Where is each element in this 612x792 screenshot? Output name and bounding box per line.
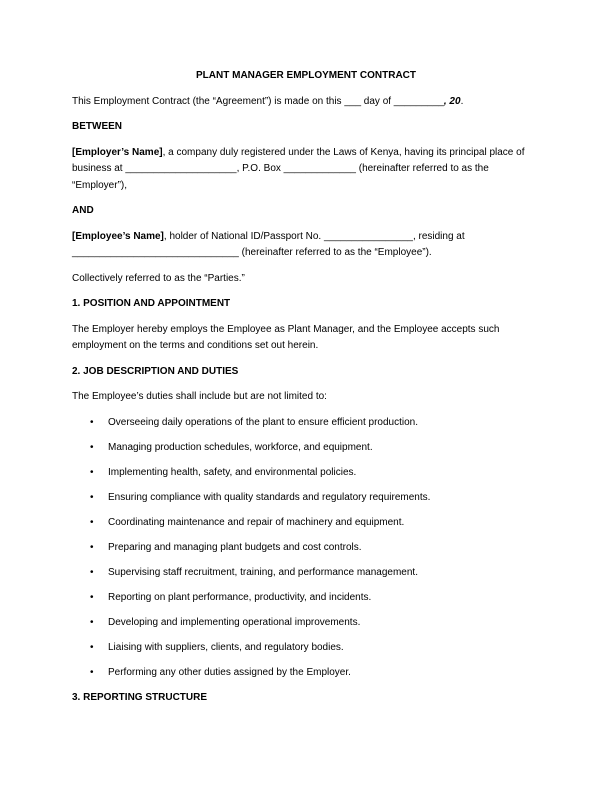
and-label: AND bbox=[72, 205, 94, 216]
intro-suffix: . bbox=[460, 95, 464, 107]
parties-paragraph: Collectively referred to as the “Parties.” bbox=[72, 272, 245, 284]
list-item: • Performing any other duties assigned by the Employer. bbox=[72, 665, 540, 682]
list-item: • Coordinating maintenance and repair of machinery and equipment. bbox=[72, 515, 540, 532]
between-label: BETWEEN bbox=[72, 121, 122, 132]
list-item: • Managing production schedules, workforce, and equipment. bbox=[72, 440, 540, 457]
list-item: • Implementing health, safety, and environmental policies. bbox=[72, 465, 540, 482]
intro-paragraph bbox=[72, 94, 540, 111]
list-item: • Developing and implementing operational improvements. bbox=[72, 615, 540, 632]
section-2-heading: 2. JOB DESCRIPTION AND DUTIES bbox=[72, 365, 239, 377]
intro-prefix: This Employment Contract (the “Agreement”) is made on this ___ day of _________ bbox=[72, 95, 444, 107]
section-1-heading: 1. POSITION AND APPOINTMENT bbox=[72, 298, 231, 309]
section-1-text: The Employer hereby employs the Employee as Plant Manager, and the Employee accepts such employment on the terms and conditions set out herein. bbox=[72, 323, 500, 351]
section-2-intro: The Employee’s duties shall include but are not limited to: bbox=[72, 391, 327, 402]
employee-name: [Employee’s Name] bbox=[72, 230, 164, 242]
list-item: • Preparing and managing plant budgets and cost controls. bbox=[72, 540, 540, 557]
intro-year: , 20 bbox=[443, 95, 461, 107]
list-item: • Ensuring compliance with quality standards and regulatory requirements. bbox=[72, 490, 540, 507]
employee-text: , holder of National ID/Passport No. ________________, residing at ______________________________ (hereinafter referred to as the “Employee”). bbox=[72, 230, 465, 258]
list-item: • Liaising with suppliers, clients, and regulatory bodies. bbox=[72, 640, 540, 657]
duties-list bbox=[72, 415, 540, 682]
list-item: • Supervising staff recruitment, training, and performance management. bbox=[72, 565, 540, 582]
employer-name: [Employer’s Name] bbox=[72, 146, 163, 158]
employee-paragraph bbox=[72, 229, 540, 262]
employer-text: , a company duly registered under the Laws of Kenya, having its principal place of business at ____________________, P.O. Box _____________ (hereinafter referred to as the “Employer”), bbox=[72, 146, 525, 191]
employer-paragraph bbox=[72, 145, 540, 195]
list-item: • Overseeing daily operations of the plant to ensure efficient production. bbox=[72, 415, 540, 432]
list-item: • Reporting on plant performance, productivity, and incidents. bbox=[72, 590, 540, 607]
section-3-heading: 3. REPORTING STRUCTURE bbox=[72, 691, 208, 703]
document-title: PLANT MANAGER EMPLOYMENT CONTRACT bbox=[196, 70, 416, 81]
